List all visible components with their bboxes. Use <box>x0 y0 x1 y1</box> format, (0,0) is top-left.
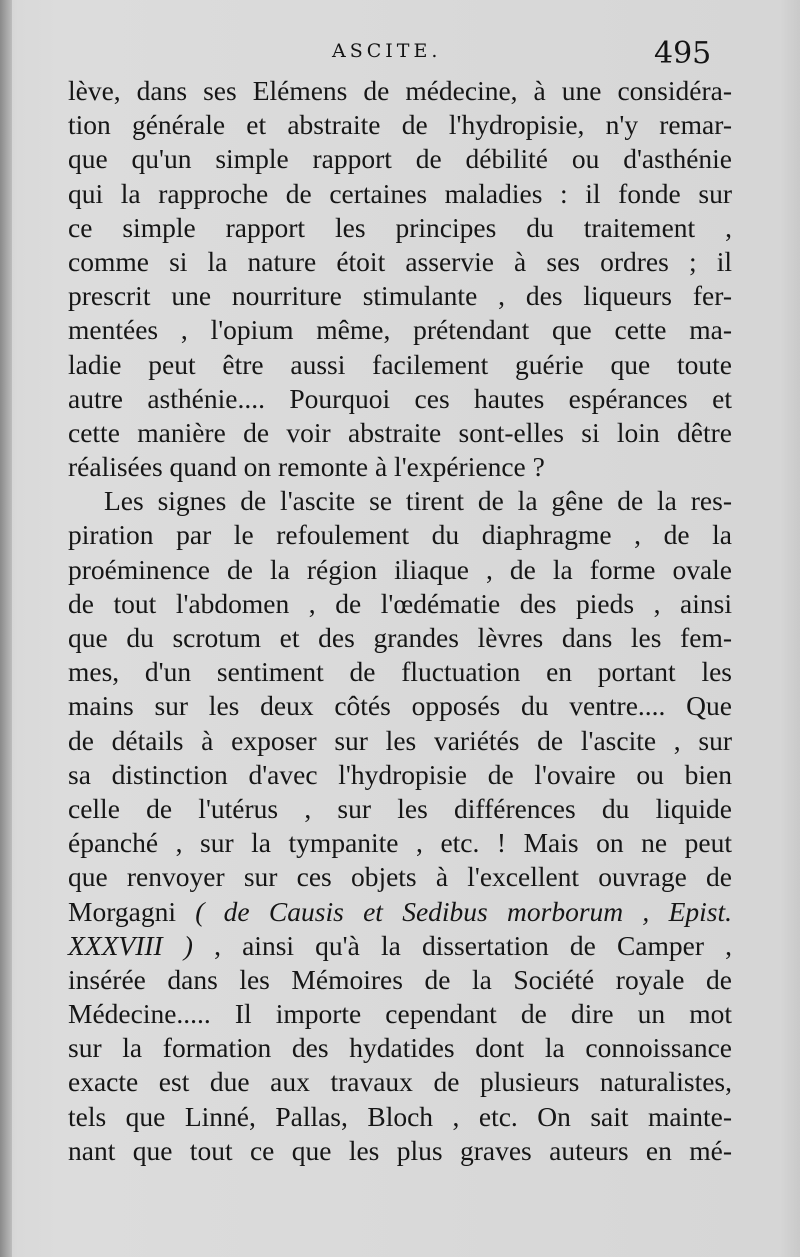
text-line: comme si la nature étoit asservie à ses ordres ; il <box>68 245 732 277</box>
citation-prefix: Morgagni <box>68 895 196 927</box>
citation-italic: ( de Causis et Sedibus morborum , Epist. <box>195 895 732 927</box>
text-line: nant que tout ce que les plus graves auteurs en mé- <box>68 1134 732 1166</box>
citation-line <box>68 929 732 963</box>
page-number: 495 <box>654 36 712 71</box>
text-line: prescrit une nourriture stimulante , des liqueurs fer- <box>68 280 732 312</box>
text-line: épanché , sur la tympanite , etc. ! Mais on ne peut <box>68 827 732 859</box>
paragraph-end-line: réalisées quand on remonte à l'expérience ? <box>68 451 545 483</box>
text-line: ladie peut être aussi facilement guérie que toute <box>68 348 732 380</box>
text-line: qui la rapproche de certaines maladies : il fonde sur <box>68 177 732 209</box>
citation-line <box>68 895 732 929</box>
page-header <box>0 36 800 76</box>
text-line: mes, d'un sentiment de fluctuation en portant les <box>68 656 732 688</box>
text-line: proéminence de la région iliaque , de la forme ovale <box>68 553 732 585</box>
text-line: Médecine..... Il importe cependant de dire un mot <box>68 998 732 1030</box>
text-line: autre asthénie.... Pourquoi ces hautes espérances et <box>68 382 732 414</box>
text-line: tels que Linné, Pallas, Bloch , etc. On sait mainte- <box>68 1100 732 1132</box>
text-line: lève, dans ses Elémens de médecine, à une considéra- <box>68 75 732 106</box>
text-line: tion générale et abstraite de l'hydropisie, n'y remar- <box>68 109 732 141</box>
text-line: de tout l'abdomen , de l'œdématie des pieds , ainsi <box>68 587 732 619</box>
text-line: sur la formation des hydatides dont la connoissance <box>68 1032 732 1064</box>
text-line: celle de l'utérus , sur les différences du liquide <box>68 792 732 824</box>
text-line: que renvoyer sur ces objets à l'excellent ouvrage de <box>68 861 732 893</box>
citation-suffix: , ainsi qu'à la dissertation de Camper , <box>192 929 732 961</box>
text-line: que du scrotum et des grandes lèvres dans les fem- <box>68 622 732 653</box>
text-line: que qu'un simple rapport de débilité ou d'asthénie <box>68 143 732 175</box>
running-title: ASCITE. <box>332 40 442 62</box>
text-line: piration par le refoulement du diaphragme , de la <box>68 519 732 551</box>
text-line: insérée dans les Mémoires de la Société royale de <box>68 963 732 995</box>
text-line: sa distinction d'avec l'hydropisie de l'ovaire ou bien <box>68 758 732 790</box>
text-line: exacte est due aux travaux de plusieurs naturalistes, <box>68 1066 732 1098</box>
text-line: mentées , l'opium même, prétendant que cette ma- <box>68 314 732 346</box>
body-text <box>68 74 732 1168</box>
text-line: ce simple rapport les principes du traitement , <box>68 211 732 243</box>
paragraph-start-line: Les signes de l'ascite se tirent de la gêne de la res- <box>104 485 732 517</box>
text-line: de détails à exposer sur les variétés de l'ascite , sur <box>68 724 732 756</box>
citation-italic: XXXVIII ) <box>68 929 193 961</box>
page-binding-shadow <box>0 0 12 1257</box>
text-line: cette manière de voir abstraite sont-elles si loin dêtre <box>68 416 732 448</box>
text-line: mains sur les deux côtés opposés du ventre.... Que <box>68 690 732 722</box>
